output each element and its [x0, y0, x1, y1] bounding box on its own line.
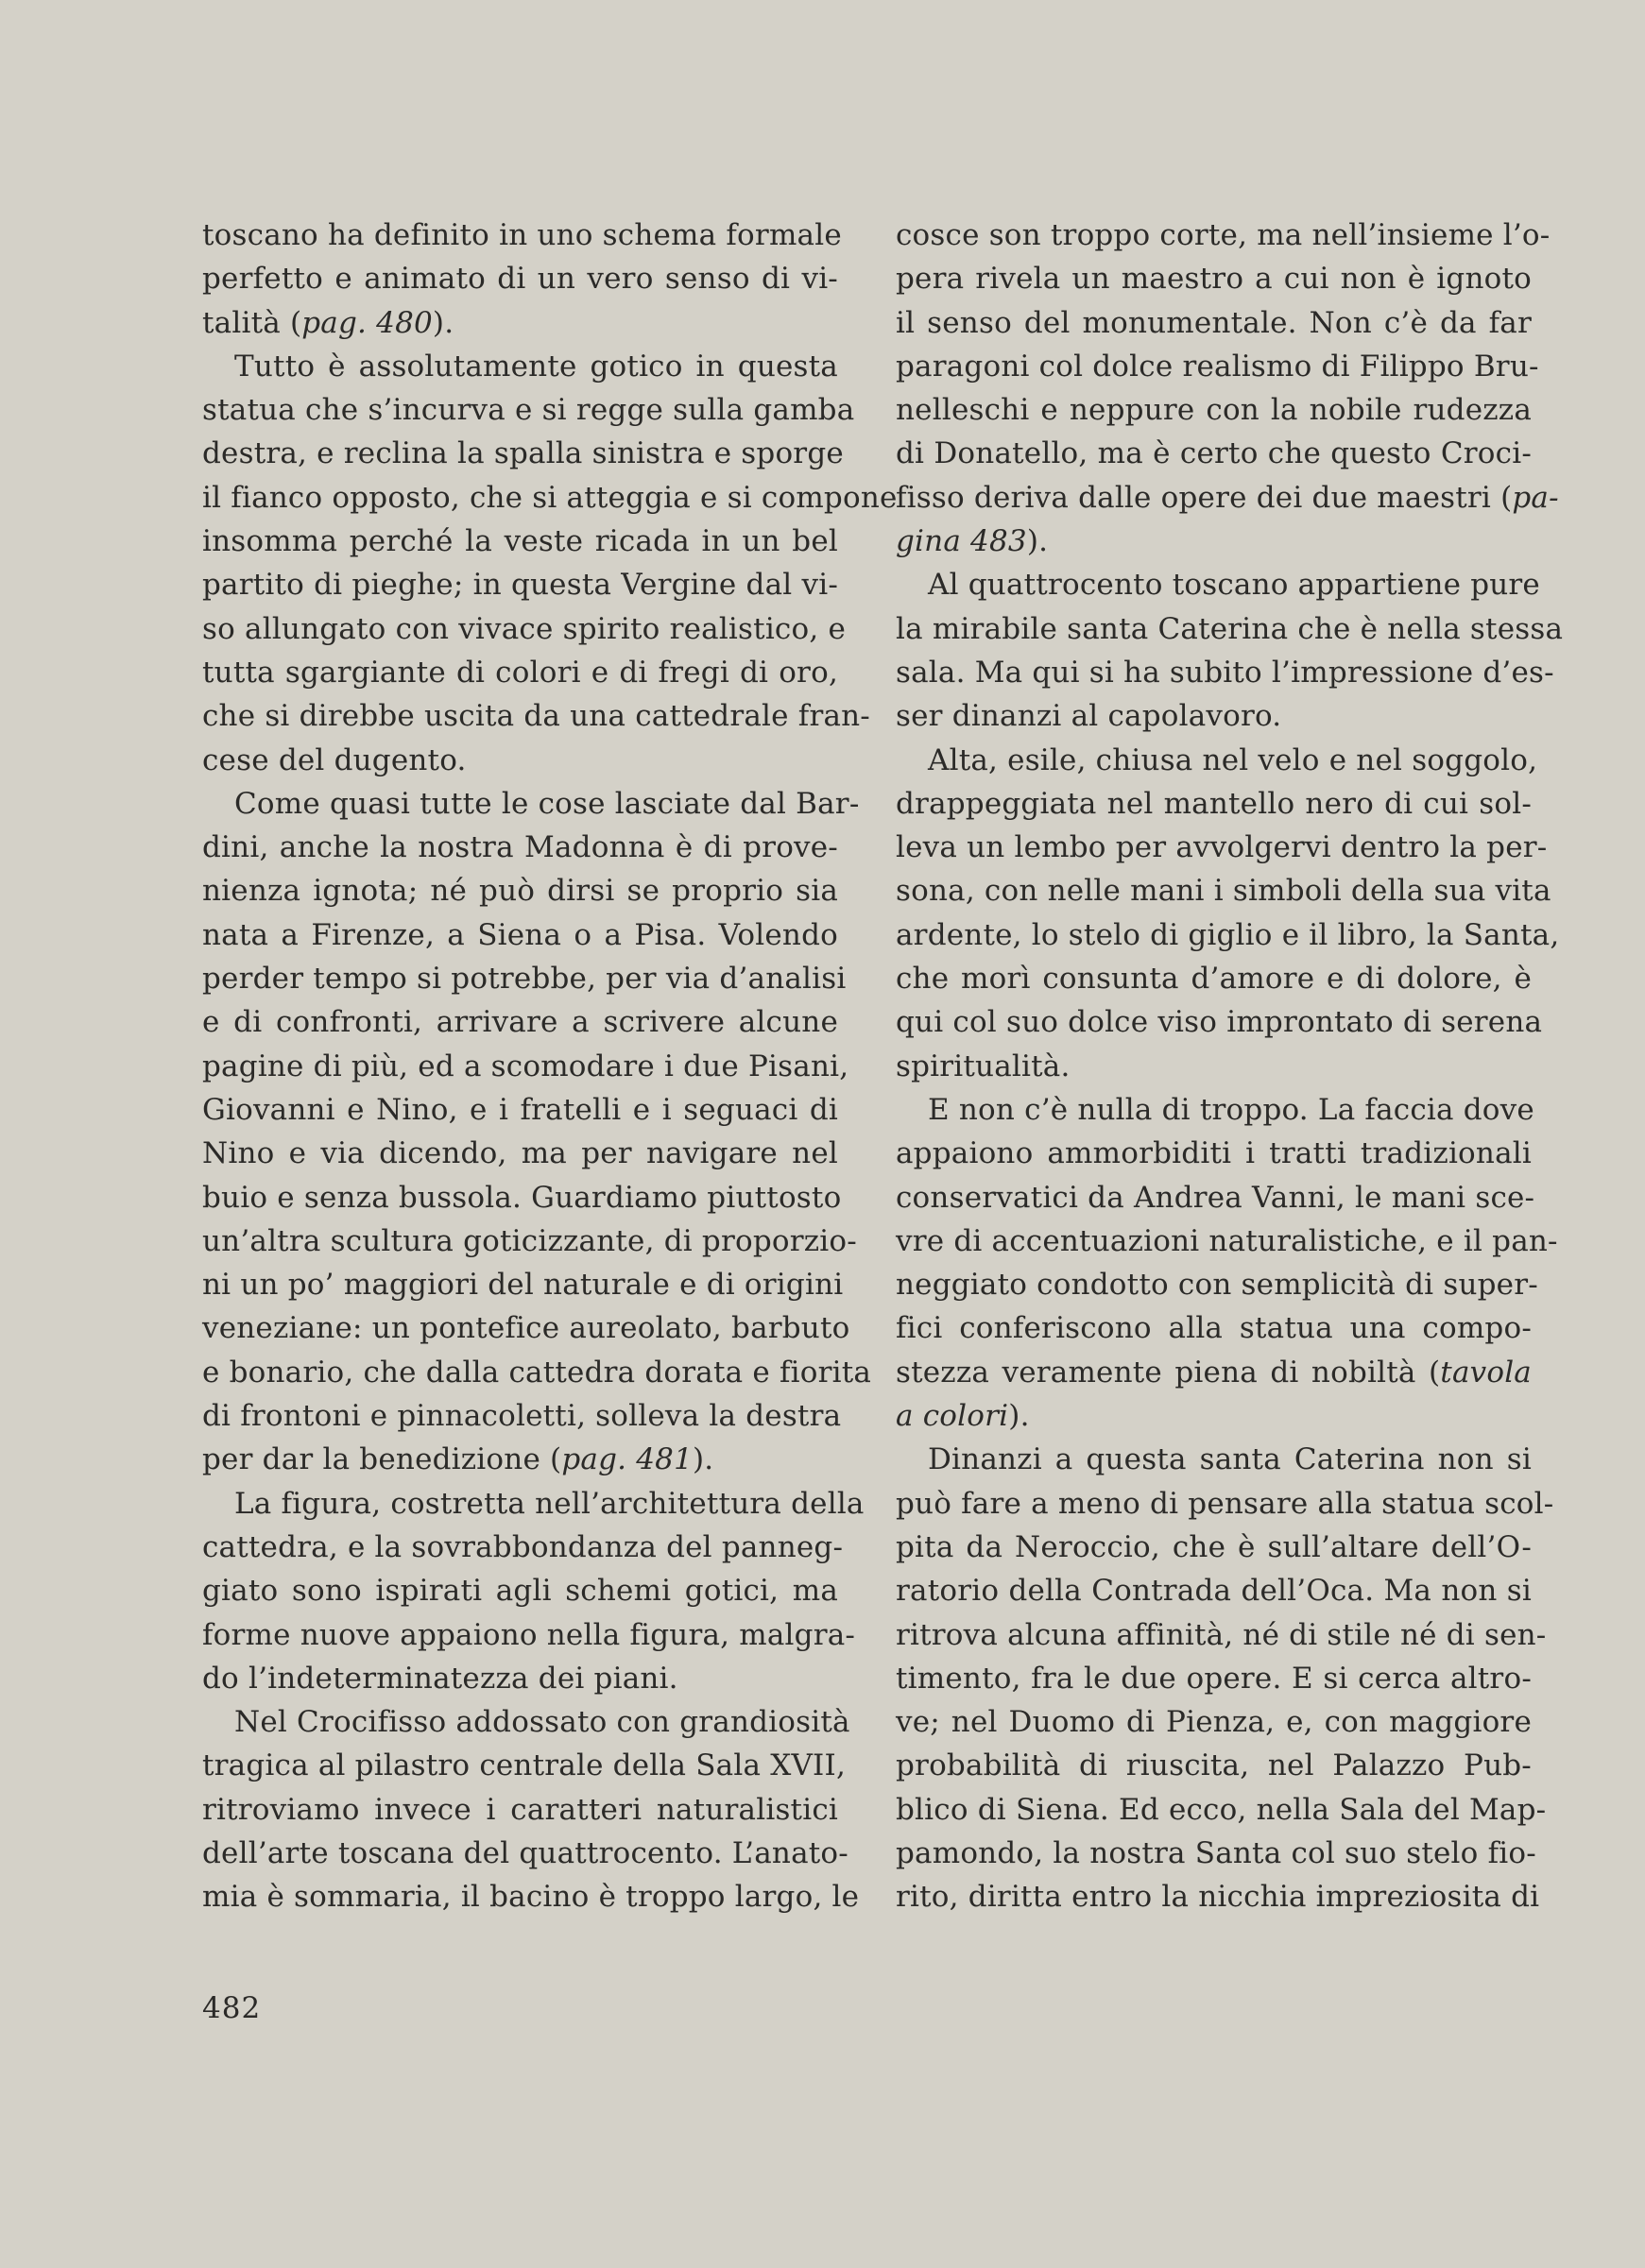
- text-line: un’altra scultura goticizzante, di proporzio-: [202, 1223, 857, 1258]
- text-line: buio e senza bussola. Guardiamo piuttosto: [202, 1180, 842, 1215]
- text-line: blico di Siena. Ed ecco, nella Sala del Map-: [896, 1792, 1547, 1827]
- text-line: Dinanzi a questa santa Caterina non si: [928, 1442, 1532, 1477]
- text-line: sona, con nelle mani i simboli della sua vita: [896, 874, 1551, 909]
- text-line: cattedra, e la sovrabbondanza del panneg-: [202, 1529, 844, 1564]
- text-line: probabilità di riuscita, nel Palazzo Pub-: [896, 1748, 1532, 1783]
- text-line: perder tempo si potrebbe, per via d’analisi: [202, 962, 847, 997]
- text-line: fici conferiscono alla statua una compo-: [896, 1311, 1532, 1346]
- text-line: paragoni col dolce realismo di Filippo Bru-: [896, 349, 1539, 384]
- text-line: per dar la benedizione (pag. 481).: [202, 1442, 714, 1477]
- text-line: leva un lembo per avvolgervi dentro la per-: [896, 830, 1548, 865]
- text-line: sala. Ma qui si ha subito l’impressione d’es-: [896, 655, 1554, 690]
- text-line: e bonario, che dalla cattedra dorata e fiorita: [202, 1355, 872, 1390]
- text-line: Come quasi tutte le cose lasciate dal Bar-: [234, 786, 860, 821]
- text-line: ratorio della Contrada dell’Oca. Ma non si: [896, 1574, 1532, 1609]
- text-line: Al quattrocento toscano appartiene pure: [928, 568, 1540, 603]
- text-line: do l’indeterminatezza dei piani.: [202, 1661, 678, 1696]
- right-text-column: [896, 213, 1564, 1919]
- text-line: forme nuove appaiono nella figura, malgra-: [202, 1617, 856, 1652]
- text-line: può fare a meno di pensare alla statua scol-: [896, 1486, 1554, 1521]
- text-line: la mirabile santa Caterina che è nella stessa: [896, 611, 1564, 646]
- text-line: a colori).: [896, 1399, 1030, 1434]
- text-line: nelleschi e neppure con la nobile rudezza: [896, 393, 1532, 428]
- text-line: veneziane: un pontefice aureolato, barbuto: [202, 1311, 850, 1346]
- text-line: qui col suo dolce viso improntato di serena: [896, 1005, 1543, 1040]
- text-line: pita da Neroccio, che è sull’altare dell’O-: [896, 1529, 1532, 1564]
- text-line: e di confronti, arrivare a scrivere alcune: [202, 1005, 838, 1040]
- text-line: vre di accentuazioni naturalistiche, e il pan-: [896, 1223, 1558, 1258]
- text-line: partito di pieghe; in questa Vergine dal vi-: [202, 568, 838, 603]
- text-line: cese del dugento.: [202, 742, 467, 777]
- text-line: che morì consunta d’amore e di dolore, è: [896, 962, 1532, 997]
- text-line: dell’arte toscana del quattrocento. L’anato-: [202, 1835, 848, 1870]
- text-line: destra, e reclina la spalla sinistra e sporge: [202, 436, 844, 471]
- text-line: stezza veramente piena di nobiltà (tavola: [896, 1355, 1532, 1390]
- text-line: ser dinanzi al capolavoro.: [896, 699, 1282, 734]
- text-line: mia è sommaria, il bacino è troppo largo, le: [202, 1880, 860, 1915]
- text-line: nata a Firenze, a Siena o a Pisa. Volendo: [202, 917, 838, 952]
- text-line: dini, anche la nostra Madonna è di prove-: [202, 830, 838, 865]
- text-line: pamondo, la nostra Santa col suo stelo fio-: [896, 1835, 1536, 1870]
- text-line: La figura, costretta nell’architettura della: [234, 1486, 865, 1521]
- text-line: di frontoni e pinnacoletti, solleva la destra: [202, 1399, 842, 1434]
- left-text-column: [202, 213, 898, 1919]
- text-line: timento, fra le due opere. E si cerca altro-: [896, 1661, 1532, 1696]
- text-line: cosce son troppo corte, ma nell’insieme l’o-: [896, 218, 1551, 252]
- text-line: Alta, esile, chiusa nel velo e nel soggolo,: [928, 742, 1538, 777]
- text-line: ve; nel Duomo di Pienza, e, con maggiore: [896, 1705, 1532, 1740]
- text-line: appaiono ammorbiditi i tratti tradizionali: [896, 1136, 1532, 1171]
- text-line: Giovanni e Nino, e i fratelli e i seguaci di: [202, 1092, 838, 1127]
- text-line: pagine di più, ed a scomodare i due Pisani,: [202, 1049, 849, 1083]
- text-line: giato sono ispirati agli schemi gotici, ma: [202, 1574, 838, 1609]
- text-line: fisso deriva dalle opere dei due maestri (pa-: [896, 480, 1559, 515]
- text-line: ni un po’ maggiori del naturale e di origini: [202, 1268, 844, 1303]
- text-line: insomma perché la veste ricada in un bel: [202, 524, 838, 559]
- text-line: il fianco opposto, che si atteggia e si compone: [202, 480, 898, 515]
- text-line: drappeggiata nel mantello nero di cui sol-: [896, 786, 1532, 821]
- page-number: 482: [202, 1991, 262, 2025]
- text-line: so allungato con vivace spirito realistico, e: [202, 611, 847, 646]
- text-line: tragica al pilastro centrale della Sala XVII,: [202, 1748, 846, 1783]
- text-line: Nino e via dicendo, ma per navigare nel: [202, 1136, 838, 1171]
- text-line: di Donatello, ma è certo che questo Croci-: [896, 436, 1532, 471]
- text-line: talità (pag. 480).: [202, 305, 454, 340]
- text-line: statua che s’incurva e si regge sulla gamba: [202, 393, 855, 428]
- text-line: ritroviamo invece i caratteri naturalistici: [202, 1792, 838, 1827]
- text-line: E non c’è nulla di troppo. La faccia dove: [928, 1092, 1534, 1127]
- text-line: rito, diritta entro la nicchia impreziosita di: [896, 1880, 1540, 1915]
- text-line: conservatici da Andrea Vanni, le mani sce-: [896, 1180, 1535, 1215]
- text-line: Nel Crocifisso addossato con grandiosità: [234, 1705, 850, 1740]
- text-line: pera rivela un maestro a cui non è ignoto: [896, 262, 1532, 297]
- text-line: tutta sgargiante di colori e di fregi di oro,: [202, 655, 838, 690]
- text-line: ardente, lo stelo di giglio e il libro, la Santa,: [896, 917, 1560, 952]
- text-line: neggiato condotto con semplicità di super-: [896, 1268, 1538, 1303]
- text-line: il senso del monumentale. Non c’è da far: [896, 305, 1532, 340]
- text-line: ritrova alcuna affinità, né di stile né di sen-: [896, 1617, 1547, 1652]
- text-line: gina 483).: [896, 524, 1049, 559]
- text-line: spiritualità.: [896, 1049, 1071, 1083]
- text-line: perfetto e animato di un vero senso di vi-: [202, 262, 838, 297]
- text-line: nienza ignota; né può dirsi se proprio sia: [202, 874, 838, 909]
- text-line: Tutto è assolutamente gotico in questa: [234, 349, 838, 384]
- text-line: toscano ha definito in uno schema formale: [202, 218, 842, 252]
- text-line: che si direbbe uscita da una cattedrale fran-: [202, 699, 870, 734]
